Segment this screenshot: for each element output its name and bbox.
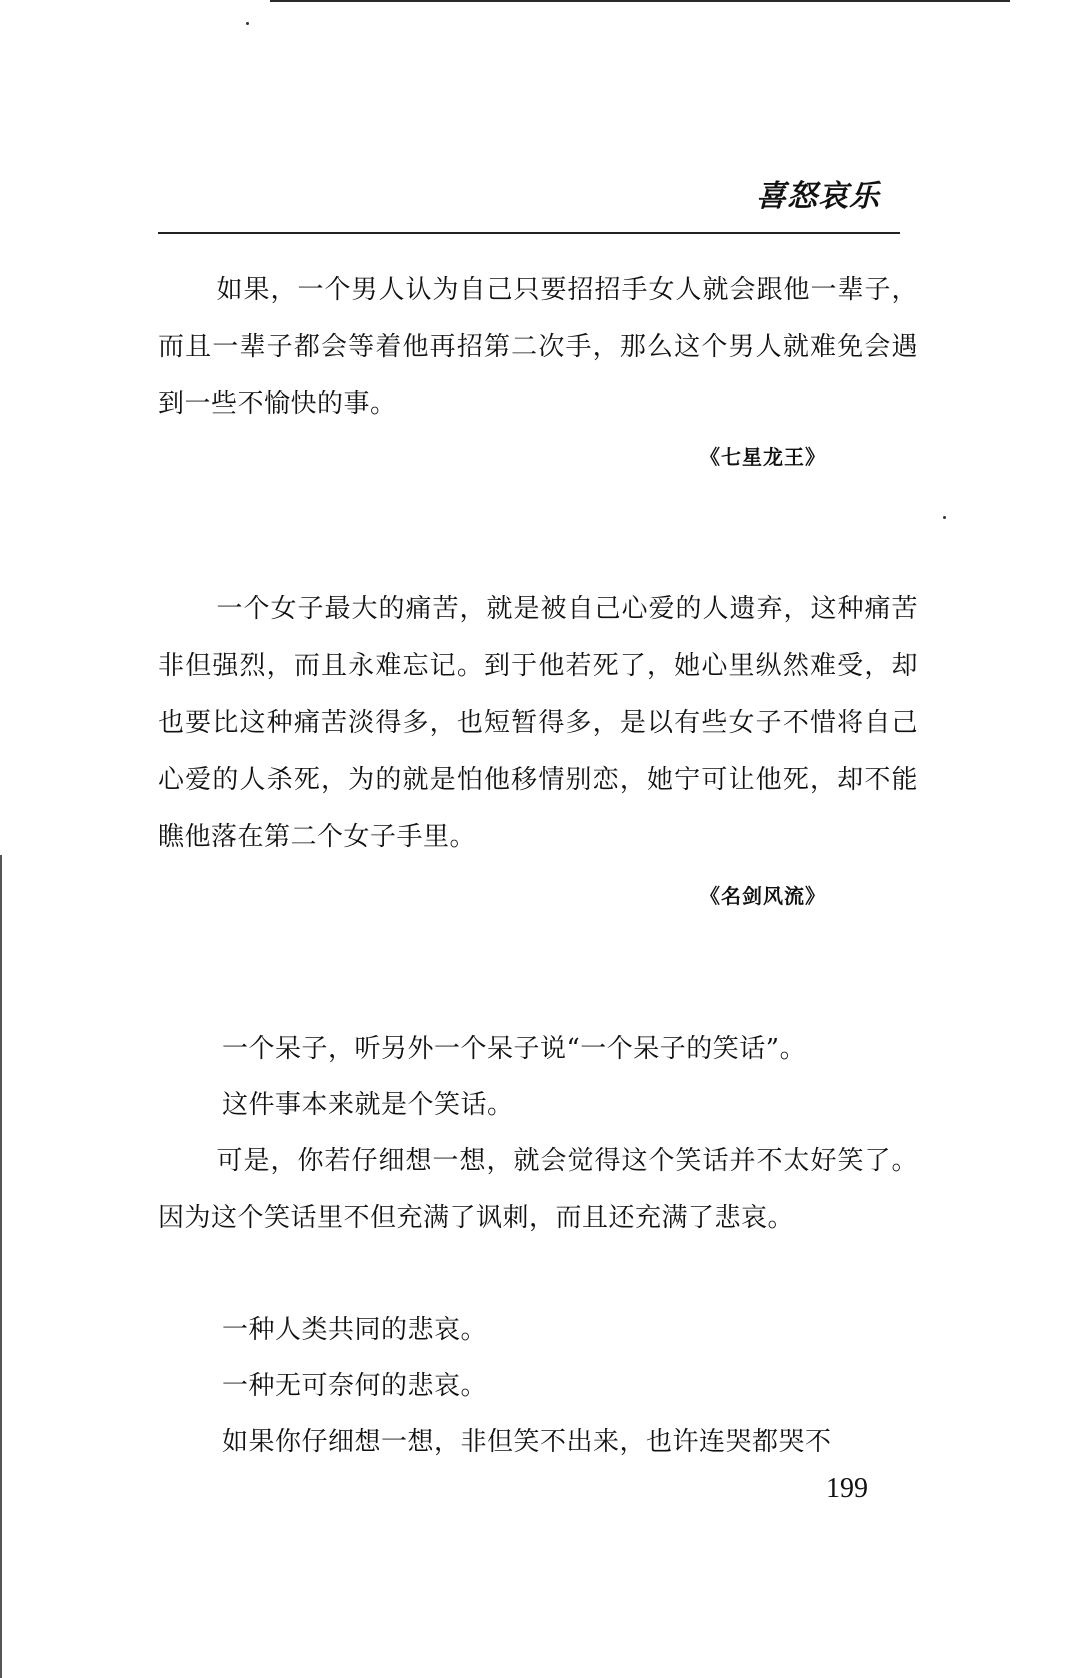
scan-dust-speck xyxy=(246,22,249,25)
passage-3-paragraph-text: 可是，你若仔细想一想，就会觉得这个笑话并不太好笑了。因为这个笑话里不但充满了讽刺，而且还充满了悲哀。 xyxy=(158,1146,918,1233)
page-number: 199 xyxy=(826,1473,868,1504)
scan-top-edge xyxy=(270,0,1010,2)
scan-left-edge xyxy=(0,855,2,1678)
scan-dust-speck xyxy=(943,516,946,519)
passage-2-source: 《名剑风流》 xyxy=(700,884,826,908)
passage-2 xyxy=(158,581,918,866)
passage-1-text: 如果，一个男人认为自己只要招招手女人就会跟他一辈子，而且一辈子都会等着他再招第二次手，那么这个男人就难免会遇到一些不愉快的事。 xyxy=(158,275,918,419)
passage-2-text: 一个女子最大的痛苦，就是被自己心爱的人遗弃，这种痛苦非但强烈，而且永难忘记。到于他若死了，她心里纵然难受，却也要比这种痛苦淡得多，也短暂得多，是以有些女子不惜将自己心爱的人杀死，为的就是怕他移情别恋，她宁可让他死，却不能瞧他落在第二个女子手里。 xyxy=(158,594,918,852)
passage-1-source: 《七星龙王》 xyxy=(700,445,826,469)
header-rule xyxy=(158,232,900,234)
running-header-title: 喜怒哀乐 xyxy=(756,179,880,214)
passage-3-paragraph xyxy=(158,1133,918,1247)
passage-3-line-4: 一种人类共同的悲哀。 xyxy=(222,1315,488,1345)
passage-3-line-2: 这件事本来就是个笑话。 xyxy=(222,1090,514,1120)
passage-1 xyxy=(158,262,918,433)
passage-3-line-1: 一个呆子，听另外一个呆子说“一个呆子的笑话”。 xyxy=(222,1034,807,1064)
passage-3-line-5: 一种无可奈何的悲哀。 xyxy=(222,1371,488,1401)
passage-3-line-6: 如果你仔细想一想，非但笑不出来，也许连哭都哭不 xyxy=(222,1427,832,1457)
